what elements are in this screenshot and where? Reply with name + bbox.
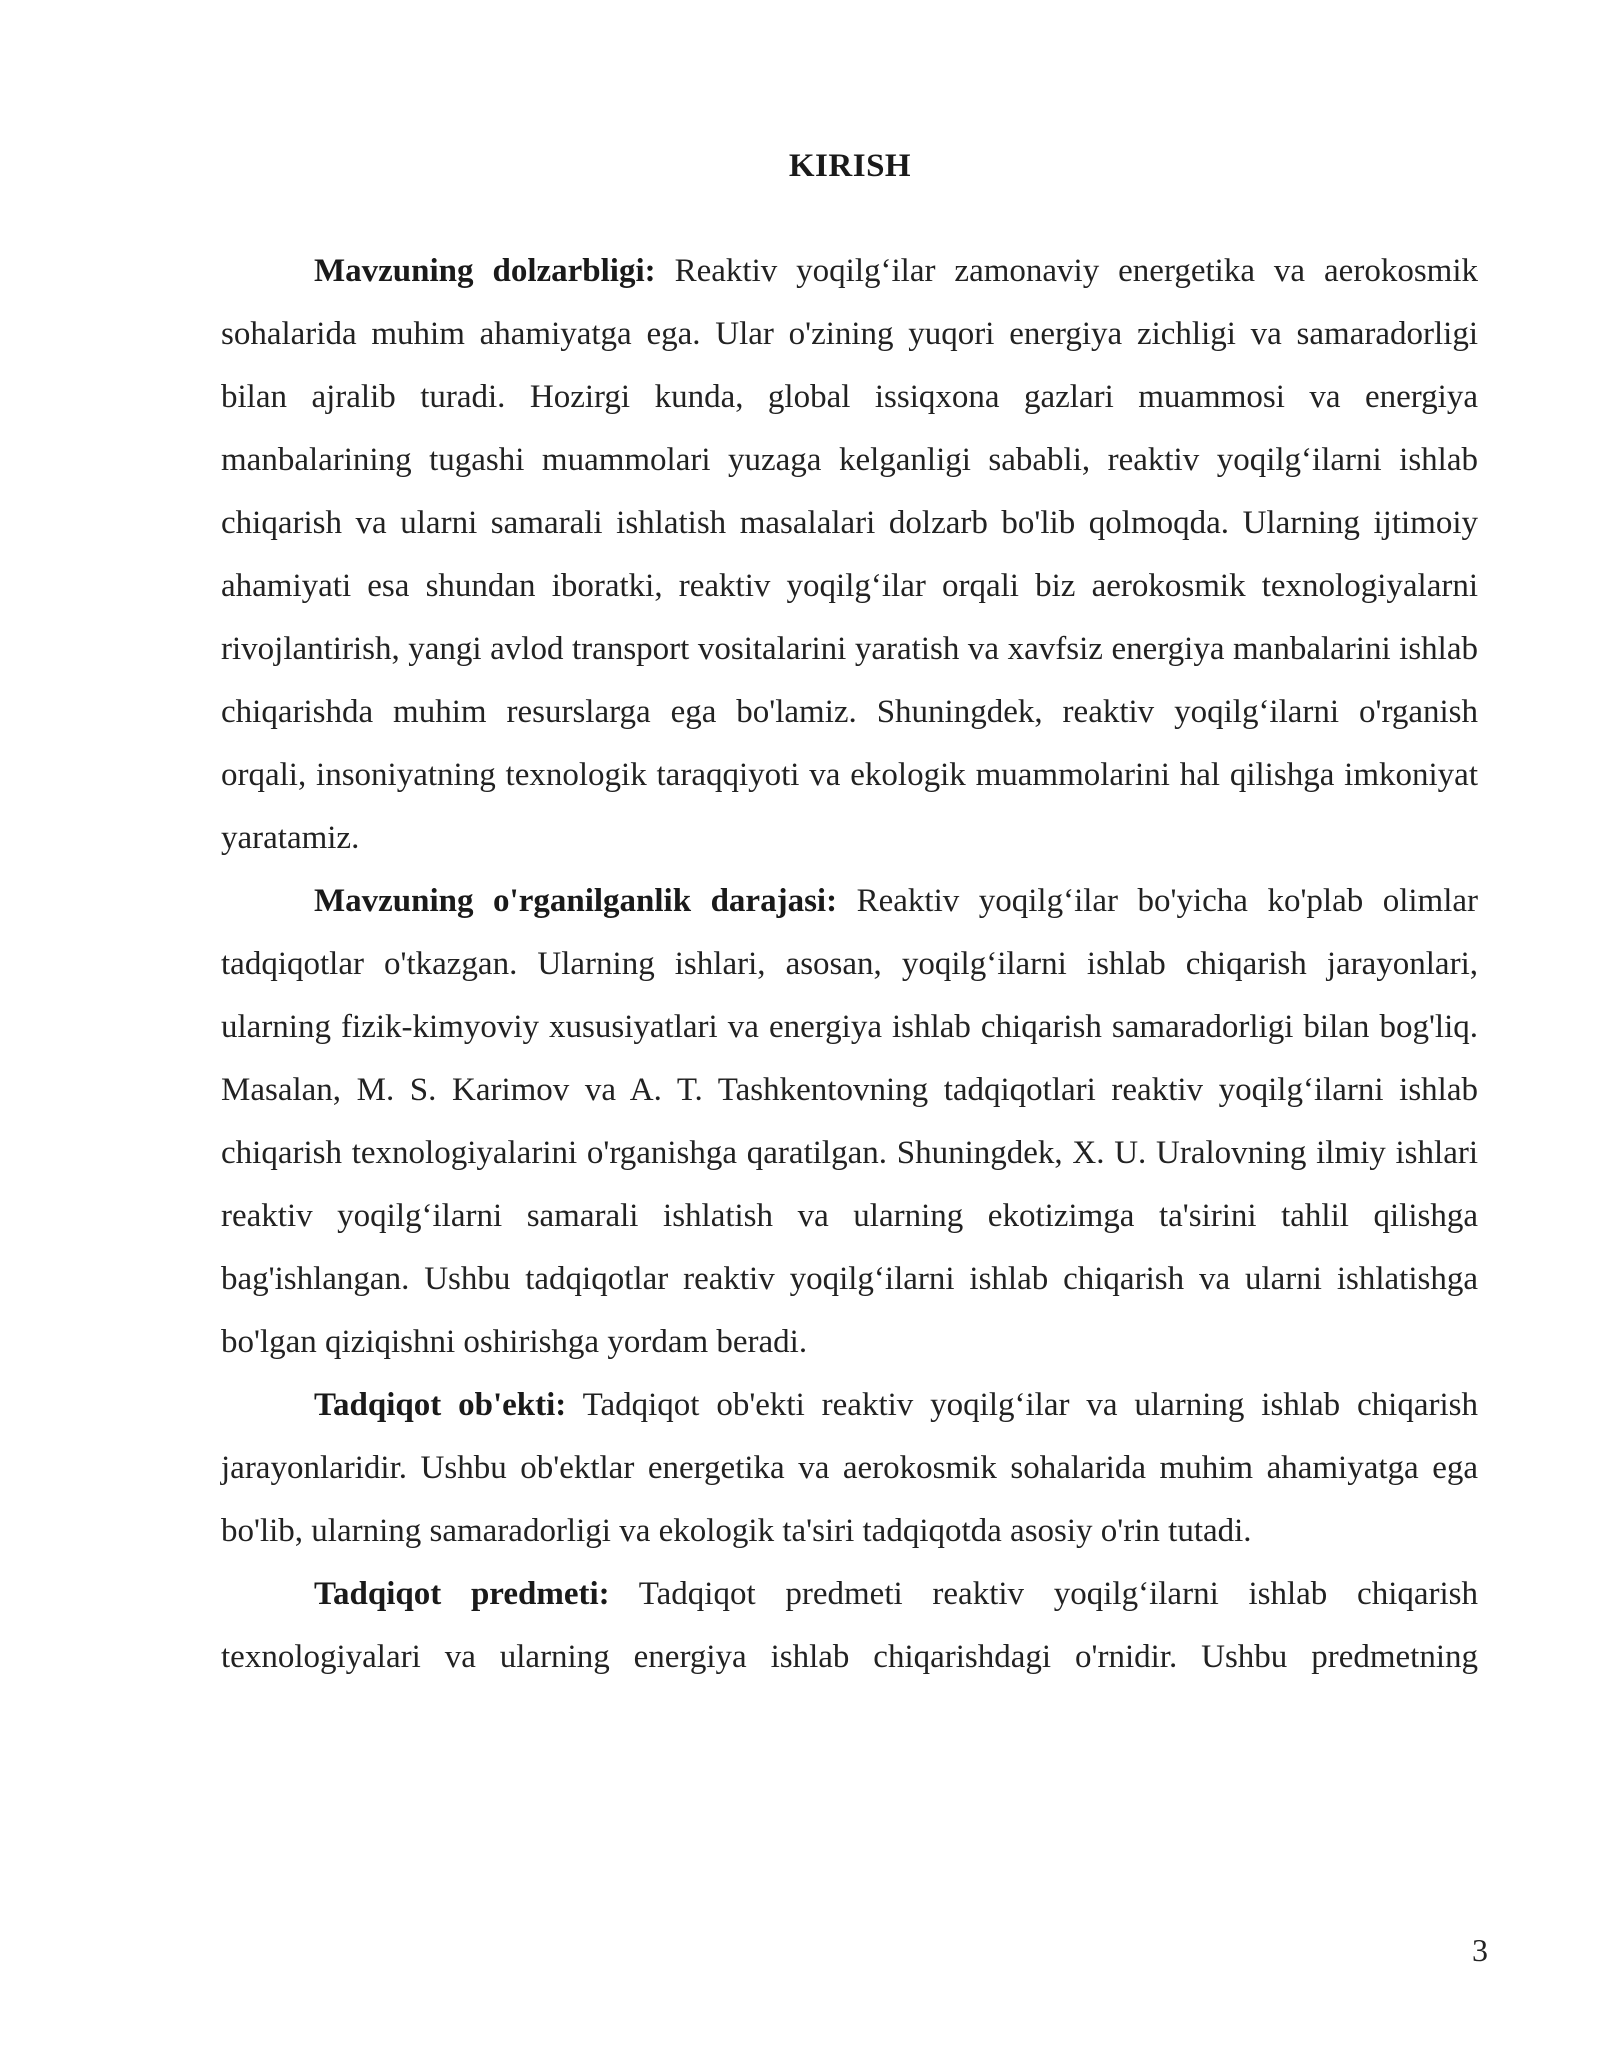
paragraph-research-object [221,1374,1478,1563]
paragraph-relevance [221,240,1478,870]
page-number: 3 [1472,1932,1488,1968]
paragraph-heading: Mavzuning o'rganilganlik darajasi: [314,883,838,919]
paragraph-text: Reaktiv yoqilg‘ilar zamonaviy energetika va aerokosmik sohalarida muhim ahamiyatga ega. Ular o'zining yuqori energiya zichligi va samaradorligi bilan ajralib turadi. Hozirgi kunda, global issiqxona gazlari muammosi va energiya manbalarining tugashi muammolari yuzaga kelganligi sababli, reaktiv yoqilg‘ilarni ishlab chiqarish va ularni samarali ishlatish masalalari dolzarb bo'lib qolmoqda. Ularning ijtimoiy ahamiyati esa shundan iboratki, reaktiv yoqilg‘ilar orqali biz aerokosmik texnologiyalarni rivojlantirish, yangi avlod transport vositalarini yaratish va xavfsiz energiya manbalarini ishlab chiqarishda muhim resurslarga ega bo'lamiz. Shuningdek, reaktiv yoqilg‘ilarni o'rganish orqali, insoniyatning texnologik taraqqiyoti va ekologik muammolarini hal qilishga imkoniyat yaratamiz. [221,253,1478,856]
paragraph-study-level [221,870,1478,1374]
document-body [221,240,1478,1689]
paragraph-text: Tadqiqot ob'ekti reaktiv yoqilg‘ilar va ularning ishlab chiqarish jarayonlaridir. Ushbu ob'ektlar energetika va aerokosmik sohalarida muhim ahamiyatga ega bo'lib, ularning samaradorligi va ekologik ta'siri tadqiqotda asosiy o'rin tutadi. [221,1387,1478,1549]
paragraph-text: Reaktiv yoqilg‘ilar bo'yicha ko'plab olimlar tadqiqotlar o'tkazgan. Ularning ishlari, asosan, yoqilg‘ilarni ishlab chiqarish jarayonlari, ularning fizik-kimyoviy xususiyatlari va energiya ishlab chiqarish samaradorligi bilan bog'liq. Masalan, M. S. Karimov va A. T. Tashkentovning tadqiqotlari reaktiv yoqilg‘ilarni ishlab chiqarish texnologiyalarini o'rganishga qaratilgan. Shuningdek, X. U. Uralovning ilmiy ishlari reaktiv yoqilg‘ilarni samarali ishlatish va ularning ekotizimga ta'sirini tahlil qilishga bag'ishlangan. Ushbu tadqiqotlar reaktiv yoqilg‘ilarni ishlab chiqarish va ularni ishlatishga bo'lgan qiziqishni oshirishga yordam beradi. [221,883,1479,1360]
paragraph-heading: Tadqiqot ob'ekti: [314,1387,567,1423]
paragraph-heading: Tadqiqot predmeti: [314,1576,610,1612]
paragraph-research-subject [221,1563,1478,1689]
page-title: KIRISH [788,148,912,184]
paragraph-text: Tadqiqot predmeti reaktiv yoqilg‘ilarni ishlab chiqarish texnologiyalari va ularning energiya ishlab chiqarishdagi o'rnidir. Ushbu predmetning [221,1576,1479,1675]
paragraph-heading: Mavzuning dolzarbligi: [314,253,656,289]
